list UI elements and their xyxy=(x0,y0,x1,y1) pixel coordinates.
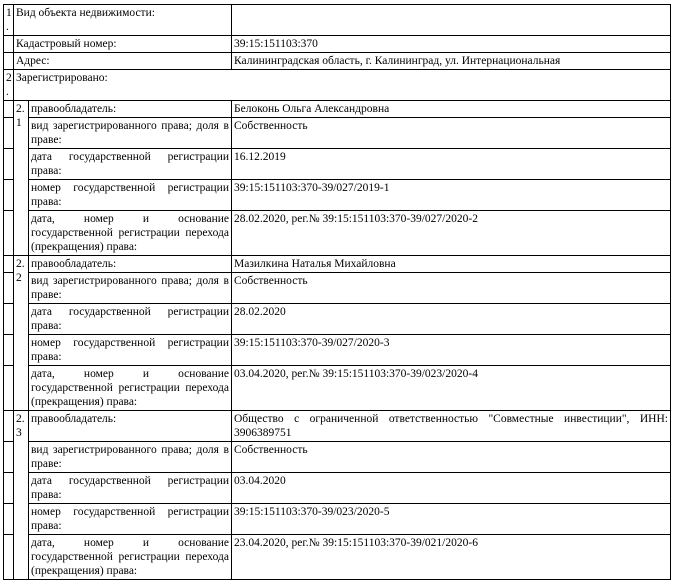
holder-2-1-reg-number-row xyxy=(4,180,671,211)
address-value: Калининградская область, г. Калининград, ул. Интернациональная xyxy=(232,53,671,70)
cadastral-number-row xyxy=(4,36,671,53)
cadastral-number-value: 39:15:151103:370 xyxy=(232,36,671,53)
holder-2-2-reg-date-value: 28.02.2020 xyxy=(232,304,671,335)
holder-2-3-right-type-label: вид зарегистрированного права; доля в праве: xyxy=(29,442,232,473)
holder-2-1-number: 2.1 xyxy=(14,101,29,256)
holder-2-1-right-type-label: вид зарегистрированного права; доля в праве: xyxy=(29,118,232,149)
section-1-number: 1. xyxy=(4,5,14,36)
holder-2-3-right-type-row xyxy=(4,442,671,473)
holder-2-2-reg-number-row xyxy=(4,335,671,366)
holder-2-3-reg-number-row xyxy=(4,504,671,535)
section-2-header-row xyxy=(4,70,671,101)
holder-2-3-transfer-label: дата, номер и основание государственной регистрации перехода (прекращения) права: xyxy=(29,535,232,580)
holder-2-3-row xyxy=(4,411,671,442)
section-2-title: Зарегистрировано: xyxy=(14,70,671,101)
holder-2-2-value: Мазилкина Наталья Михайловна xyxy=(232,256,671,273)
holder-2-3-number: 2.3 xyxy=(14,411,29,580)
holder-2-3-right-type-value: Собственность xyxy=(232,442,671,473)
holder-2-1-reg-date-value: 16.12.2019 xyxy=(232,149,671,180)
holder-2-2-reg-number-label: номер государственной регистрации права: xyxy=(29,335,232,366)
holder-2-3-reg-number-value: 39:15:151103:370-39/023/2020-5 xyxy=(232,504,671,535)
holder-2-1-right-type-row xyxy=(4,118,671,149)
holder-2-1-reg-number-value: 39:15:151103:370-39/027/2019-1 xyxy=(232,180,671,211)
holder-2-1-transfer-value: 28.02.2020, рег.№ 39:15:151103:370-39/027/2020-2 xyxy=(232,211,671,256)
holder-2-2-right-type-value: Собственность xyxy=(232,273,671,304)
holder-2-1-reg-date-label: дата государственной регистрации права: xyxy=(29,149,232,180)
holder-2-2-transfer-value: 03.04.2020, рег.№ 39:15:151103:370-39/023/2020-4 xyxy=(232,366,671,411)
holder-2-2-reg-number-value: 39:15:151103:370-39/027/2020-3 xyxy=(232,335,671,366)
holder-2-3-value: Общество с ограниченной ответственностью "Совместные инвестиции", ИНН: 3906389751 xyxy=(232,411,671,442)
document-page xyxy=(3,4,670,580)
holder-2-2-right-type-row xyxy=(4,273,671,304)
holder-2-2-number: 2.2 xyxy=(14,256,29,411)
address-label: Адрес: xyxy=(14,53,232,70)
holder-2-2-transfer-label: дата, номер и основание государственной регистрации перехода (прекращения) права: xyxy=(29,366,232,411)
holder-2-1-label: правообладатель: xyxy=(29,101,232,118)
holder-2-3-transfer-value: 23.04.2020, рег.№ 39:15:151103:370-39/021/2020-6 xyxy=(232,535,671,580)
holder-2-3-label: правообладатель: xyxy=(29,411,232,442)
holder-2-1-row xyxy=(4,101,671,118)
holder-2-3-reg-number-label: номер государственной регистрации права: xyxy=(29,504,232,535)
holder-2-1-reg-number-label: номер государственной регистрации права: xyxy=(29,180,232,211)
holder-2-1-reg-date-row xyxy=(4,149,671,180)
holder-2-1-right-type-value: Собственность xyxy=(232,118,671,149)
holder-2-2-right-type-label: вид зарегистрированного права; доля в праве: xyxy=(29,273,232,304)
holder-2-3-reg-date-value: 03.04.2020 xyxy=(232,473,671,504)
holder-2-3-reg-date-label: дата государственной регистрации права: xyxy=(29,473,232,504)
holder-2-1-value: Белоконь Ольга Александровна xyxy=(232,101,671,118)
holder-2-2-transfer-row xyxy=(4,366,671,411)
address-row xyxy=(4,53,671,70)
cadastral-number-label: Кадастровый номер: xyxy=(14,36,232,53)
section-1-header-row xyxy=(4,5,671,36)
holder-2-2-reg-date-label: дата государственной регистрации права: xyxy=(29,304,232,335)
holder-2-3-reg-date-row xyxy=(4,473,671,504)
section-2-number: 2. xyxy=(4,70,14,101)
holder-2-2-reg-date-row xyxy=(4,304,671,335)
registry-extract-table xyxy=(3,4,671,580)
holder-2-1-transfer-row xyxy=(4,211,671,256)
section-1-title-value xyxy=(232,5,671,36)
holder-2-1-transfer-label: дата, номер и основание государственной регистрации перехода (прекращения) права: xyxy=(29,211,232,256)
holder-2-3-transfer-row xyxy=(4,535,671,580)
section-1-title: Вид объекта недвижимости: xyxy=(14,5,232,36)
holder-2-2-row xyxy=(4,256,671,273)
holder-2-2-label: правообладатель: xyxy=(29,256,232,273)
